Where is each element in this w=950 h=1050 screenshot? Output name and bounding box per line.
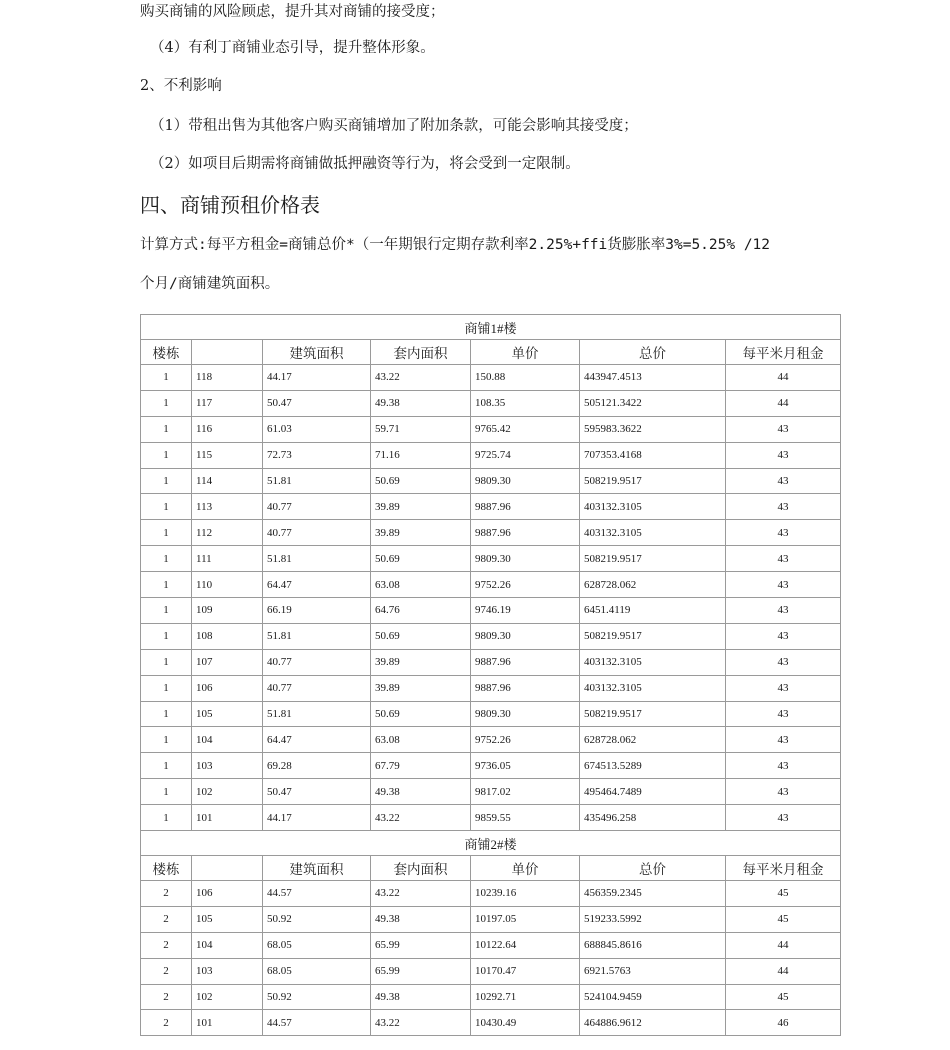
cell-unit-price: 9859.55 bbox=[471, 805, 580, 831]
cell-building: 1 bbox=[141, 779, 192, 805]
cell-build-area: 40.77 bbox=[263, 520, 371, 546]
table-row bbox=[141, 805, 841, 831]
cell-building: 1 bbox=[141, 753, 192, 779]
cell-total-price: 6921.5763 bbox=[580, 958, 726, 984]
column-header-monthly-rent: 每平米月租金 bbox=[726, 856, 841, 881]
cell-inner-area: 64.76 bbox=[371, 598, 471, 624]
cell-total-price: 707353.4168 bbox=[580, 442, 726, 468]
cell-building: 2 bbox=[141, 906, 192, 932]
cell-build-area: 72.73 bbox=[263, 442, 371, 468]
cell-total-price: 628728.062 bbox=[580, 572, 726, 598]
cell-building: 1 bbox=[141, 598, 192, 624]
cell-building: 2 bbox=[141, 984, 192, 1010]
cell-unit: 114 bbox=[192, 468, 263, 494]
cell-inner-area: 43.22 bbox=[371, 805, 471, 831]
cell-build-area: 51.81 bbox=[263, 701, 371, 727]
table-row bbox=[141, 416, 841, 442]
cell-unit: 102 bbox=[192, 984, 263, 1010]
table-row bbox=[141, 984, 841, 1010]
cell-unit: 106 bbox=[192, 675, 263, 701]
cell-unit: 105 bbox=[192, 906, 263, 932]
cell-total-price: 403132.3105 bbox=[580, 675, 726, 701]
cell-unit-price: 10170.47 bbox=[471, 958, 580, 984]
cell-unit-price: 108.35 bbox=[471, 390, 580, 416]
cell-inner-area: 50.69 bbox=[371, 623, 471, 649]
cell-building: 2 bbox=[141, 958, 192, 984]
cell-unit: 107 bbox=[192, 649, 263, 675]
cell-inner-area: 39.89 bbox=[371, 675, 471, 701]
cell-inner-area: 50.69 bbox=[371, 701, 471, 727]
cell-build-area: 51.81 bbox=[263, 623, 371, 649]
cell-inner-area: 49.38 bbox=[371, 390, 471, 416]
cell-monthly-rent: 43 bbox=[726, 572, 841, 598]
cell-building: 1 bbox=[141, 623, 192, 649]
cell-monthly-rent: 43 bbox=[726, 779, 841, 805]
cell-unit: 115 bbox=[192, 442, 263, 468]
cell-inner-area: 63.08 bbox=[371, 727, 471, 753]
formula-line-2: 个月/商铺建筑面积。 bbox=[140, 276, 280, 292]
cell-inner-area: 43.22 bbox=[371, 1010, 471, 1036]
cell-build-area: 50.47 bbox=[263, 779, 371, 805]
table-row bbox=[141, 1010, 841, 1036]
cell-total-price: 688845.8616 bbox=[580, 932, 726, 958]
cell-unit: 104 bbox=[192, 932, 263, 958]
table-header-row bbox=[141, 856, 841, 881]
cell-unit-price: 10292.71 bbox=[471, 984, 580, 1010]
table-row bbox=[141, 546, 841, 572]
cell-total-price: 403132.3105 bbox=[580, 494, 726, 520]
cell-inner-area: 49.38 bbox=[371, 779, 471, 805]
cell-inner-area: 43.22 bbox=[371, 881, 471, 907]
table-row bbox=[141, 727, 841, 753]
rent-price-table bbox=[140, 314, 841, 1036]
paragraph-risk: 购买商铺的风险顾虑，提升其对商铺的接受度； bbox=[140, 4, 445, 20]
cell-inner-area: 67.79 bbox=[371, 753, 471, 779]
cell-monthly-rent: 43 bbox=[726, 727, 841, 753]
cell-monthly-rent: 44 bbox=[726, 365, 841, 391]
cell-total-price: 628728.062 bbox=[580, 727, 726, 753]
cell-inner-area: 50.69 bbox=[371, 546, 471, 572]
table-row bbox=[141, 675, 841, 701]
cell-build-area: 40.77 bbox=[263, 649, 371, 675]
cell-build-area: 68.05 bbox=[263, 958, 371, 984]
table-row bbox=[141, 649, 841, 675]
cell-monthly-rent: 43 bbox=[726, 468, 841, 494]
cell-building: 2 bbox=[141, 932, 192, 958]
column-header-unit-price: 单价 bbox=[471, 340, 580, 365]
table-row bbox=[141, 442, 841, 468]
cell-unit-price: 9752.26 bbox=[471, 727, 580, 753]
cell-total-price: 519233.5992 bbox=[580, 906, 726, 932]
table-row bbox=[141, 572, 841, 598]
table-row bbox=[141, 932, 841, 958]
cell-build-area: 61.03 bbox=[263, 416, 371, 442]
cell-total-price: 435496.258 bbox=[580, 805, 726, 831]
cell-building: 1 bbox=[141, 805, 192, 831]
cell-building: 1 bbox=[141, 572, 192, 598]
cell-total-price: 595983.3622 bbox=[580, 416, 726, 442]
cell-build-area: 44.57 bbox=[263, 881, 371, 907]
paragraph-disadvantage-2: （2）如项目后期需将商铺做抵押融资等行为，将会受到一定限制。 bbox=[150, 156, 580, 172]
cell-build-area: 50.47 bbox=[263, 390, 371, 416]
cell-inner-area: 59.71 bbox=[371, 416, 471, 442]
cell-monthly-rent: 44 bbox=[726, 932, 841, 958]
cell-inner-area: 39.89 bbox=[371, 520, 471, 546]
table-row bbox=[141, 906, 841, 932]
cell-inner-area: 49.38 bbox=[371, 984, 471, 1010]
cell-unit: 106 bbox=[192, 881, 263, 907]
cell-build-area: 68.05 bbox=[263, 932, 371, 958]
table-row bbox=[141, 468, 841, 494]
cell-monthly-rent: 45 bbox=[726, 984, 841, 1010]
column-header-total-price: 总价 bbox=[580, 340, 726, 365]
cell-unit-price: 9809.30 bbox=[471, 623, 580, 649]
cell-total-price: 403132.3105 bbox=[580, 520, 726, 546]
cell-monthly-rent: 43 bbox=[726, 416, 841, 442]
cell-unit-price: 10430.49 bbox=[471, 1010, 580, 1036]
table-title: 商铺1#楼 bbox=[141, 315, 841, 340]
cell-total-price: 495464.7489 bbox=[580, 779, 726, 805]
cell-unit-price: 9887.96 bbox=[471, 649, 580, 675]
cell-total-price: 456359.2345 bbox=[580, 881, 726, 907]
cell-monthly-rent: 43 bbox=[726, 675, 841, 701]
cell-unit: 103 bbox=[192, 753, 263, 779]
cell-building: 1 bbox=[141, 675, 192, 701]
table-row bbox=[141, 598, 841, 624]
cell-building: 1 bbox=[141, 468, 192, 494]
table-body bbox=[141, 315, 841, 1036]
column-header-monthly-rent: 每平米月租金 bbox=[726, 340, 841, 365]
column-header-build-area: 建筑面积 bbox=[263, 340, 371, 365]
cell-total-price: 443947.4513 bbox=[580, 365, 726, 391]
column-header-unit-price: 单价 bbox=[471, 856, 580, 881]
cell-total-price: 524104.9459 bbox=[580, 984, 726, 1010]
cell-unit-price: 9746.19 bbox=[471, 598, 580, 624]
cell-unit: 101 bbox=[192, 1010, 263, 1036]
cell-monthly-rent: 43 bbox=[726, 494, 841, 520]
cell-building: 1 bbox=[141, 390, 192, 416]
cell-build-area: 44.17 bbox=[263, 365, 371, 391]
cell-unit-price: 9752.26 bbox=[471, 572, 580, 598]
cell-total-price: 6451.4119 bbox=[580, 598, 726, 624]
cell-building: 1 bbox=[141, 365, 192, 391]
column-header-unit bbox=[192, 340, 263, 365]
formula-line-1: 计算方式:每平方租金=商铺总价*（一年期银行定期存款利率2.25%+ffi货膨胀率3%=5.25% /12 bbox=[140, 237, 771, 253]
table-title: 商铺2#楼 bbox=[141, 831, 841, 856]
column-header-total-price: 总价 bbox=[580, 856, 726, 881]
table-row bbox=[141, 701, 841, 727]
cell-build-area: 64.47 bbox=[263, 727, 371, 753]
cell-unit: 116 bbox=[192, 416, 263, 442]
cell-total-price: 464886.9612 bbox=[580, 1010, 726, 1036]
cell-building: 1 bbox=[141, 442, 192, 468]
cell-unit-price: 9817.02 bbox=[471, 779, 580, 805]
cell-build-area: 44.17 bbox=[263, 805, 371, 831]
table-title-row bbox=[141, 315, 841, 340]
cell-monthly-rent: 43 bbox=[726, 442, 841, 468]
cell-building: 1 bbox=[141, 520, 192, 546]
table-row bbox=[141, 753, 841, 779]
cell-monthly-rent: 43 bbox=[726, 598, 841, 624]
cell-unit: 111 bbox=[192, 546, 263, 572]
cell-inner-area: 49.38 bbox=[371, 906, 471, 932]
cell-total-price: 403132.3105 bbox=[580, 649, 726, 675]
cell-build-area: 40.77 bbox=[263, 494, 371, 520]
cell-total-price: 508219.9517 bbox=[580, 546, 726, 572]
cell-unit: 112 bbox=[192, 520, 263, 546]
cell-total-price: 505121.3422 bbox=[580, 390, 726, 416]
cell-build-area: 51.81 bbox=[263, 546, 371, 572]
cell-unit: 103 bbox=[192, 958, 263, 984]
cell-inner-area: 65.99 bbox=[371, 958, 471, 984]
cell-unit-price: 9809.30 bbox=[471, 546, 580, 572]
cell-monthly-rent: 43 bbox=[726, 753, 841, 779]
column-header-unit bbox=[192, 856, 263, 881]
cell-build-area: 50.92 bbox=[263, 906, 371, 932]
table-row bbox=[141, 779, 841, 805]
cell-unit: 108 bbox=[192, 623, 263, 649]
cell-unit-price: 9809.30 bbox=[471, 701, 580, 727]
cell-monthly-rent: 43 bbox=[726, 805, 841, 831]
cell-total-price: 508219.9517 bbox=[580, 701, 726, 727]
cell-unit: 101 bbox=[192, 805, 263, 831]
cell-monthly-rent: 44 bbox=[726, 958, 841, 984]
cell-unit: 118 bbox=[192, 365, 263, 391]
cell-monthly-rent: 46 bbox=[726, 1010, 841, 1036]
cell-monthly-rent: 45 bbox=[726, 906, 841, 932]
table-row bbox=[141, 881, 841, 907]
cell-monthly-rent: 43 bbox=[726, 546, 841, 572]
cell-unit-price: 9765.42 bbox=[471, 416, 580, 442]
cell-total-price: 674513.5289 bbox=[580, 753, 726, 779]
cell-monthly-rent: 43 bbox=[726, 701, 841, 727]
cell-total-price: 508219.9517 bbox=[580, 468, 726, 494]
paragraph-item-4: （4）有利丁商铺业态引导，提升整体形象。 bbox=[150, 40, 435, 56]
cell-unit-price: 10197.05 bbox=[471, 906, 580, 932]
cell-unit-price: 150.88 bbox=[471, 365, 580, 391]
table-row bbox=[141, 623, 841, 649]
section-title: 四、商铺预租价格表 bbox=[140, 193, 320, 217]
cell-monthly-rent: 43 bbox=[726, 649, 841, 675]
cell-building: 1 bbox=[141, 649, 192, 675]
table-row bbox=[141, 520, 841, 546]
cell-unit: 105 bbox=[192, 701, 263, 727]
cell-unit: 102 bbox=[192, 779, 263, 805]
cell-unit-price: 10122.64 bbox=[471, 932, 580, 958]
cell-unit-price: 9809.30 bbox=[471, 468, 580, 494]
cell-inner-area: 43.22 bbox=[371, 365, 471, 391]
cell-build-area: 44.57 bbox=[263, 1010, 371, 1036]
cell-unit-price: 9887.96 bbox=[471, 520, 580, 546]
cell-unit: 104 bbox=[192, 727, 263, 753]
cell-unit: 117 bbox=[192, 390, 263, 416]
cell-monthly-rent: 45 bbox=[726, 881, 841, 907]
cell-building: 1 bbox=[141, 416, 192, 442]
table-title-row bbox=[141, 831, 841, 856]
cell-inner-area: 63.08 bbox=[371, 572, 471, 598]
cell-inner-area: 71.16 bbox=[371, 442, 471, 468]
cell-build-area: 40.77 bbox=[263, 675, 371, 701]
cell-monthly-rent: 43 bbox=[726, 520, 841, 546]
table-row bbox=[141, 390, 841, 416]
cell-build-area: 66.19 bbox=[263, 598, 371, 624]
table-row bbox=[141, 365, 841, 391]
cell-build-area: 51.81 bbox=[263, 468, 371, 494]
table-header-row bbox=[141, 340, 841, 365]
cell-inner-area: 65.99 bbox=[371, 932, 471, 958]
cell-build-area: 50.92 bbox=[263, 984, 371, 1010]
cell-building: 1 bbox=[141, 727, 192, 753]
subheading-disadvantages: 2、不利影响 bbox=[140, 78, 222, 94]
cell-unit-price: 10239.16 bbox=[471, 881, 580, 907]
cell-unit: 113 bbox=[192, 494, 263, 520]
table-row bbox=[141, 494, 841, 520]
table-row bbox=[141, 958, 841, 984]
cell-unit: 110 bbox=[192, 572, 263, 598]
cell-unit-price: 9887.96 bbox=[471, 675, 580, 701]
column-header-building: 楼栋 bbox=[141, 340, 192, 365]
column-header-inner-area: 套内面积 bbox=[371, 340, 471, 365]
column-header-inner-area: 套内面积 bbox=[371, 856, 471, 881]
column-header-building: 楼栋 bbox=[141, 856, 192, 881]
cell-unit-price: 9887.96 bbox=[471, 494, 580, 520]
cell-monthly-rent: 43 bbox=[726, 623, 841, 649]
cell-total-price: 508219.9517 bbox=[580, 623, 726, 649]
cell-build-area: 64.47 bbox=[263, 572, 371, 598]
cell-building: 2 bbox=[141, 1010, 192, 1036]
cell-unit: 109 bbox=[192, 598, 263, 624]
cell-building: 1 bbox=[141, 701, 192, 727]
cell-monthly-rent: 44 bbox=[726, 390, 841, 416]
cell-building: 2 bbox=[141, 881, 192, 907]
cell-building: 1 bbox=[141, 546, 192, 572]
cell-build-area: 69.28 bbox=[263, 753, 371, 779]
paragraph-disadvantage-1: （1）带租出售为其他客户购买商铺增加了附加条款，可能会影响其接受度； bbox=[150, 118, 638, 134]
cell-building: 1 bbox=[141, 494, 192, 520]
cell-inner-area: 39.89 bbox=[371, 649, 471, 675]
column-header-build-area: 建筑面积 bbox=[263, 856, 371, 881]
cell-inner-area: 50.69 bbox=[371, 468, 471, 494]
cell-unit-price: 9725.74 bbox=[471, 442, 580, 468]
cell-unit-price: 9736.05 bbox=[471, 753, 580, 779]
cell-inner-area: 39.89 bbox=[371, 494, 471, 520]
